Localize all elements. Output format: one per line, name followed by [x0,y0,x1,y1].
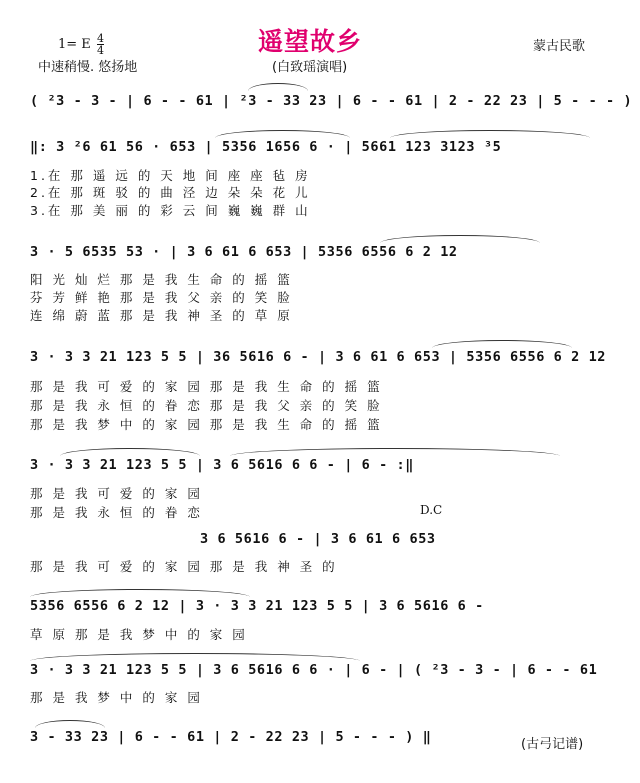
lyric-ending-2: 那 是 我 永 恒 的 眷 恋 [30,505,203,520]
score-line-5: 3 · 3 3 21 123 5 5 | 3 6 5616 6 6 - | 6 - :‖ [30,457,415,473]
da-capo-mark: D.C [420,503,443,517]
performer: (白致瑶演唱) [272,60,348,75]
lyric-coda-1: 那 是 我 可 爱 的 家 园 那 是 我 神 圣 的 [30,559,338,574]
score-line-4: 3 · 3 3 21 123 5 5 | 36 5616 6 - | 3 6 61 6 653 | 5356 6556 6 2 12 [30,349,607,365]
lyric-bridge-3: 连 绵 蔚 蓝 那 是 我 神 圣 的 草 原 [30,308,293,323]
slur [30,589,250,597]
lyric-verse-3: 3.在 那 美 丽 的 彩 云 间 巍 巍 群 山 [30,203,311,218]
slur [60,448,200,456]
key-signature [58,33,104,56]
score-line-2: ‖: 3 ²6 61 56 · 653 | 5356 1656 6 · | 5661 123 3123 ³5 [30,139,502,155]
score-line-1: ( ²3 - 3 - | 6 - - 61 | ²3 - 33 23 | 6 - - 61 | 2 - 22 23 | 5 - - - ) [30,93,633,109]
lyric-coda-2: 草 原 那 是 我 梦 中 的 家 园 [30,627,248,642]
time-bottom: 4 [96,44,104,57]
lyric-bridge-2: 芬 芳 鲜 艳 那 是 我 父 亲 的 笑 脸 [30,290,293,305]
slur [380,235,540,243]
lyric-chorus-2: 那 是 我 永 恒 的 眷 恋 那 是 我 父 亲 的 笑 脸 [30,398,383,413]
lyric-verse-1: 1.在 那 遥 远 的 天 地 间 座 座 毡 房 [30,168,311,183]
score-line-9: 3 - 33 23 | 6 - - 61 | 2 - 22 23 | 5 - - - ) ‖ [30,729,432,745]
score-line-7: 5356 6556 6 2 12 | 3 · 3 3 21 123 5 5 | 3 6 5616 6 - [30,598,484,614]
score-line-8: 3 · 3 3 21 123 5 5 | 3 6 5616 6 6 · | 6 - | ( ²3 - 3 - | 6 - - 61 [30,662,598,678]
song-title: 遥望故乡 [258,27,363,56]
slur [30,653,360,661]
time-signature [97,33,104,56]
transcriber-credit: (古弓记谱) [521,737,584,752]
slur [432,340,572,348]
score-line-6: 3 6 5616 6 - | 3 6 61 6 653 [200,531,436,547]
song-origin: 蒙古民歌 [533,39,586,54]
lyric-chorus-3: 那 是 我 梦 中 的 家 园 那 是 我 生 命 的 摇 篮 [30,417,383,432]
lyric-verse-2: 2.在 那 斑 驳 的 曲 泾 边 朵 朵 花 儿 [30,185,311,200]
slur [35,720,105,728]
key-label: 1= E [58,37,91,52]
lyric-bridge-1: 阳 光 灿 烂 那 是 我 生 命 的 摇 篮 [30,272,293,287]
tempo-marking: 中速稍慢. 悠扬地 [38,60,138,75]
slur [390,130,590,138]
lyric-ending-1: 那 是 我 可 爱 的 家 园 [30,486,203,501]
slur [230,448,560,456]
score-line-3: 3 · 5 6535 53 · | 3 6 61 6 653 | 5356 6556 6 2 12 [30,244,458,260]
slur [215,130,350,138]
lyric-chorus-1: 那 是 我 可 爱 的 家 园 那 是 我 生 命 的 摇 篮 [30,379,383,394]
lyric-coda-3: 那 是 我 梦 中 的 家 园 [30,690,203,705]
time-top: 4 [96,32,104,45]
slur [248,83,308,91]
